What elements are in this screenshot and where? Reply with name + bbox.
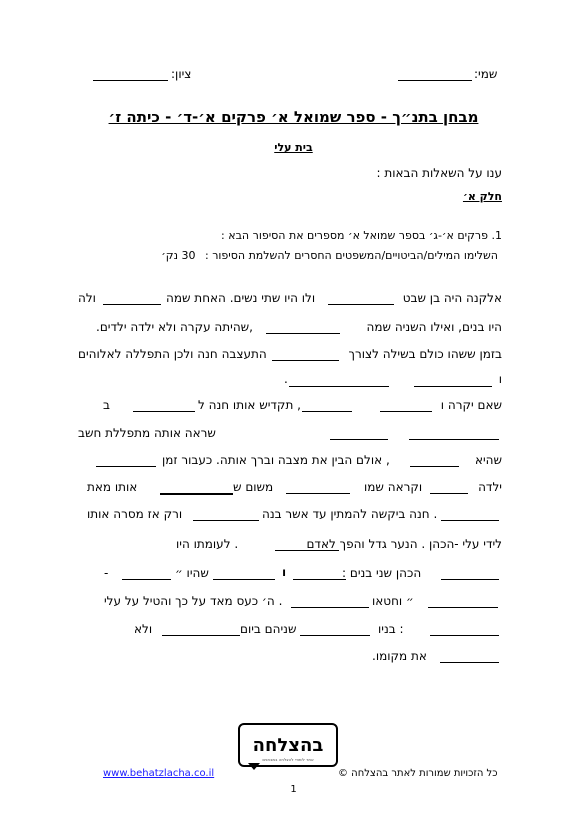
- fill-blank[interactable]: [160, 481, 233, 495]
- fill-blank[interactable]: [213, 567, 275, 580]
- story-text: בזמן ששהו כולם בשילה לצורך: [348, 347, 502, 361]
- fill-blank[interactable]: [122, 567, 171, 580]
- fill-blank[interactable]: [272, 348, 339, 361]
- question-text: פרקים א׳-ג׳ בספר שמואל א׳ מספרים את הסיפור הבא :: [221, 229, 488, 242]
- grade-blank[interactable]: [93, 68, 168, 81]
- logo-frame: [238, 723, 338, 767]
- page-subtitle: בית עלי: [274, 141, 313, 154]
- fill-blank[interactable]: [291, 595, 369, 608]
- story-text: שניהם ביום: [240, 622, 297, 636]
- fill-blank[interactable]: [266, 321, 340, 334]
- fill-blank[interactable]: [289, 374, 389, 387]
- story-text: : בניו: [378, 622, 404, 636]
- story-text: שראה אותה מתפללת חשב: [78, 426, 216, 440]
- story-text: ,שהיתה עקרה ולא ילדה ילדים.: [96, 320, 253, 334]
- fill-blank[interactable]: [193, 508, 259, 521]
- fill-blank[interactable]: [430, 623, 499, 636]
- story-text: ולה: [78, 291, 96, 305]
- name-blank[interactable]: [398, 68, 472, 81]
- fill-blank[interactable]: [441, 567, 499, 580]
- story-text: התעצבה חנה ולכן התפללה לאלוהים: [78, 347, 267, 361]
- fill-blank[interactable]: [286, 481, 350, 494]
- fill-blank[interactable]: [430, 481, 468, 494]
- story-text: ו: [498, 372, 502, 386]
- story-text: . לעומתו היו: [176, 537, 239, 551]
- story-text: אותו מאת: [87, 480, 138, 494]
- fill-blank[interactable]: [328, 292, 394, 305]
- story-text: , תקדיש אותו חנה ל: [198, 398, 301, 412]
- fill-blank[interactable]: [414, 374, 492, 387]
- fill-blank[interactable]: [293, 567, 346, 580]
- page-title: מבחן בתנ״ך - ספר שמואל א׳ פרקים א׳-ד׳ - כיתה ז׳: [108, 108, 479, 126]
- fill-blank[interactable]: [441, 508, 499, 521]
- fill-blank[interactable]: [96, 454, 156, 467]
- fill-blank[interactable]: [428, 595, 498, 608]
- fill-blank[interactable]: [380, 399, 432, 412]
- story-text: ״ וחטאו: [372, 594, 414, 608]
- fill-blank[interactable]: [410, 454, 459, 467]
- fill-blank[interactable]: [162, 623, 240, 636]
- question-number: 1.: [491, 229, 502, 242]
- story-text: שאם יקרה ו: [440, 398, 502, 412]
- story-text: -: [104, 566, 109, 580]
- story-text: היו בנים, ואילו השניה שמה: [366, 320, 502, 334]
- name-label: שמי:: [474, 67, 498, 81]
- story-text: את מקומו.: [372, 649, 427, 663]
- story-text: שהיא: [474, 453, 502, 467]
- fill-blank[interactable]: [300, 623, 370, 636]
- story-text: וקראה שמו: [364, 480, 423, 494]
- fill-blank[interactable]: [275, 538, 339, 551]
- story-text: שהיו ״: [175, 566, 209, 580]
- story-text: ו: [282, 565, 287, 579]
- story-text: ולא: [134, 622, 153, 636]
- story-text: הכהן שני בנים :: [342, 566, 422, 580]
- story-text: . חנה ביקשה להמתין עד אשר בנה: [262, 507, 438, 521]
- instructions: ענו על השאלות הבאות :: [376, 166, 502, 180]
- copyright-text: כל הזכויות שמורות לאתר בהצלחה ©: [338, 768, 498, 779]
- part-label: חלק א׳: [462, 190, 502, 203]
- points-label: 30 נק׳: [161, 249, 196, 262]
- fill-blank[interactable]: [330, 427, 388, 440]
- logo-tagline: אתר לימודי להצלחה במבחנים: [262, 757, 314, 762]
- website-link[interactable]: www.behatzlacha.co.il: [103, 768, 215, 779]
- fill-blank[interactable]: [409, 427, 499, 440]
- fill-blank[interactable]: [440, 650, 499, 663]
- question-1-instruction: [161, 249, 498, 262]
- logo-text: בהצלחה: [252, 734, 324, 756]
- fill-blank[interactable]: [133, 399, 195, 412]
- brand-logo: [238, 723, 338, 771]
- story-text: ילדה: [478, 480, 502, 494]
- instruction-text: השלימו המילים/הביטויים/המשפטים החסרים להשלמת הסיפור :: [205, 249, 498, 262]
- question-1-text: [221, 229, 502, 242]
- story-text: אלקנה היה בן שבט: [402, 291, 502, 305]
- story-text: משום ש: [233, 480, 274, 494]
- story-text: ורק אז מסרה אותו: [87, 507, 183, 521]
- story-text: לידי עלי -הכהן . הנער גדל והפך לאדם: [306, 537, 502, 551]
- story-text: ב: [103, 398, 110, 412]
- period: .: [284, 372, 288, 386]
- grade-label: ציון:: [171, 67, 192, 81]
- story-text: , אולם הבין את מצבה וברך אותה. כעבור זמן: [162, 453, 390, 467]
- fill-blank[interactable]: [302, 399, 352, 412]
- fill-blank[interactable]: [103, 292, 161, 305]
- page-number: 1: [290, 784, 297, 795]
- logo-speech-tail: [248, 763, 260, 770]
- story-text: . ה׳ כעס מאד על כך והטיל על עלי: [104, 594, 283, 608]
- story-text: ולו היו שתי נשים. האחת שמה: [166, 291, 316, 305]
